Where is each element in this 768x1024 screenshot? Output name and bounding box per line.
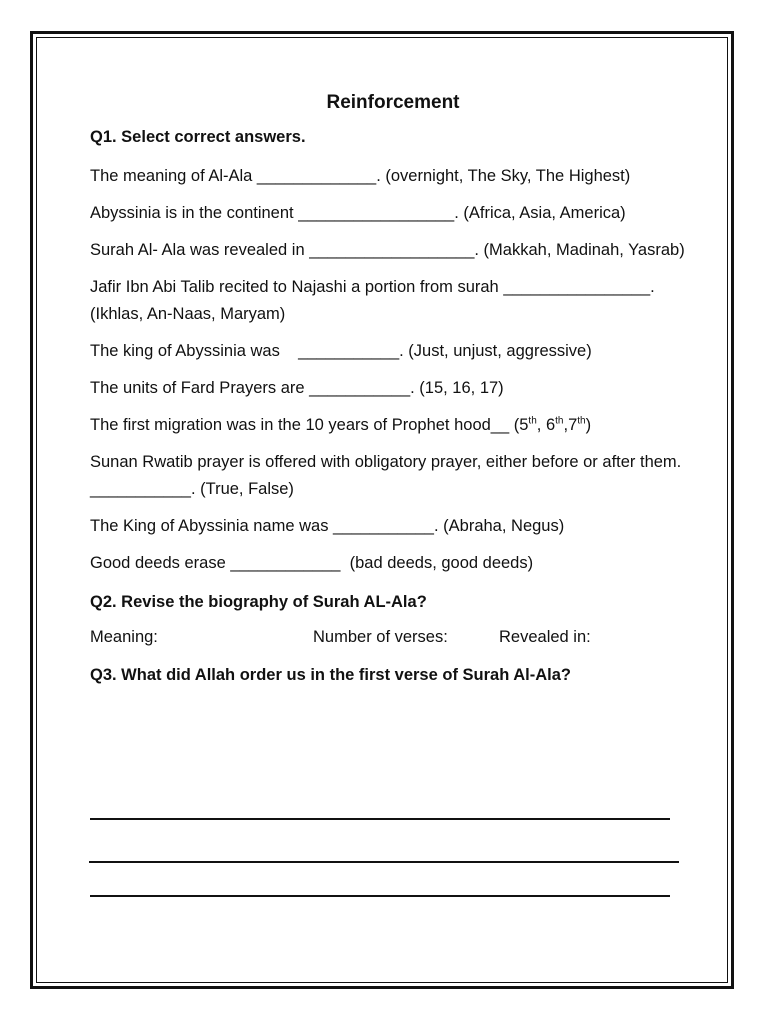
q1-heading: Q1. Select correct answers. <box>90 128 306 146</box>
q1-item-6: The units of Fard Prayers are ___________. (15, 16, 17) <box>90 379 504 397</box>
q1-item-8: Sunan Rwatib prayer is offered with obligatory prayer, either before or after them. ___________. (True, False) <box>90 453 682 498</box>
q1-item-5: The king of Abyssinia was ___________. (Just, unjust, aggressive) <box>90 342 592 360</box>
q3-heading: Q3. What did Allah order us in the first verse of Surah Al-Ala? <box>90 666 572 684</box>
q1-item-10: Good deeds erase ____________ (bad deeds, good deeds) <box>90 554 534 572</box>
q2-heading: Q2. Revise the biography of Surah AL-Ala? <box>90 593 427 611</box>
q1-item-1: The meaning of Al-Ala _____________. (overnight, The Sky, The Highest) <box>90 167 631 185</box>
migration-n1: 5 <box>519 416 529 434</box>
page-title: Reinforcement <box>326 92 460 113</box>
worksheet <box>90 92 690 685</box>
migration-n2: 6 <box>545 416 556 434</box>
answer-line-2 <box>89 861 679 863</box>
migration-s1: th <box>528 415 537 427</box>
verses-label: Number of verses: <box>313 628 448 646</box>
migration-s3: th <box>577 415 586 427</box>
migration-end: ) <box>585 416 592 434</box>
q1-item-2: Abyssinia is in the continent _________________. (Africa, Asia, America) <box>90 204 626 222</box>
revealed-label: Revealed in: <box>499 628 591 646</box>
q1-item-3: Surah Al- Ala was revealed in __________________. (Makkah, Madinah, Yasrab) <box>90 241 685 259</box>
q1-item-9: The King of Abyssinia name was ___________. (Abraha, Negus) <box>90 517 565 535</box>
migration-text: The first migration was in the 10 years of Prophet hood__ ( <box>90 416 520 434</box>
migration-sep1: , <box>536 416 546 434</box>
answer-line-3 <box>90 895 670 897</box>
answer-line-1 <box>90 818 670 820</box>
meaning-label: Meaning: <box>90 628 158 646</box>
migration-n3: 7 <box>568 416 578 434</box>
migration-sep2: , <box>563 416 569 434</box>
q2-biography-row <box>90 628 690 654</box>
migration-s2: th <box>555 415 564 427</box>
q1-item-7 <box>90 412 690 439</box>
q1-item-4: Jafir Ibn Abi Talib recited to Najashi a portion from surah ________________. (Ikhlas, An-Naas, Maryam) <box>90 278 655 323</box>
